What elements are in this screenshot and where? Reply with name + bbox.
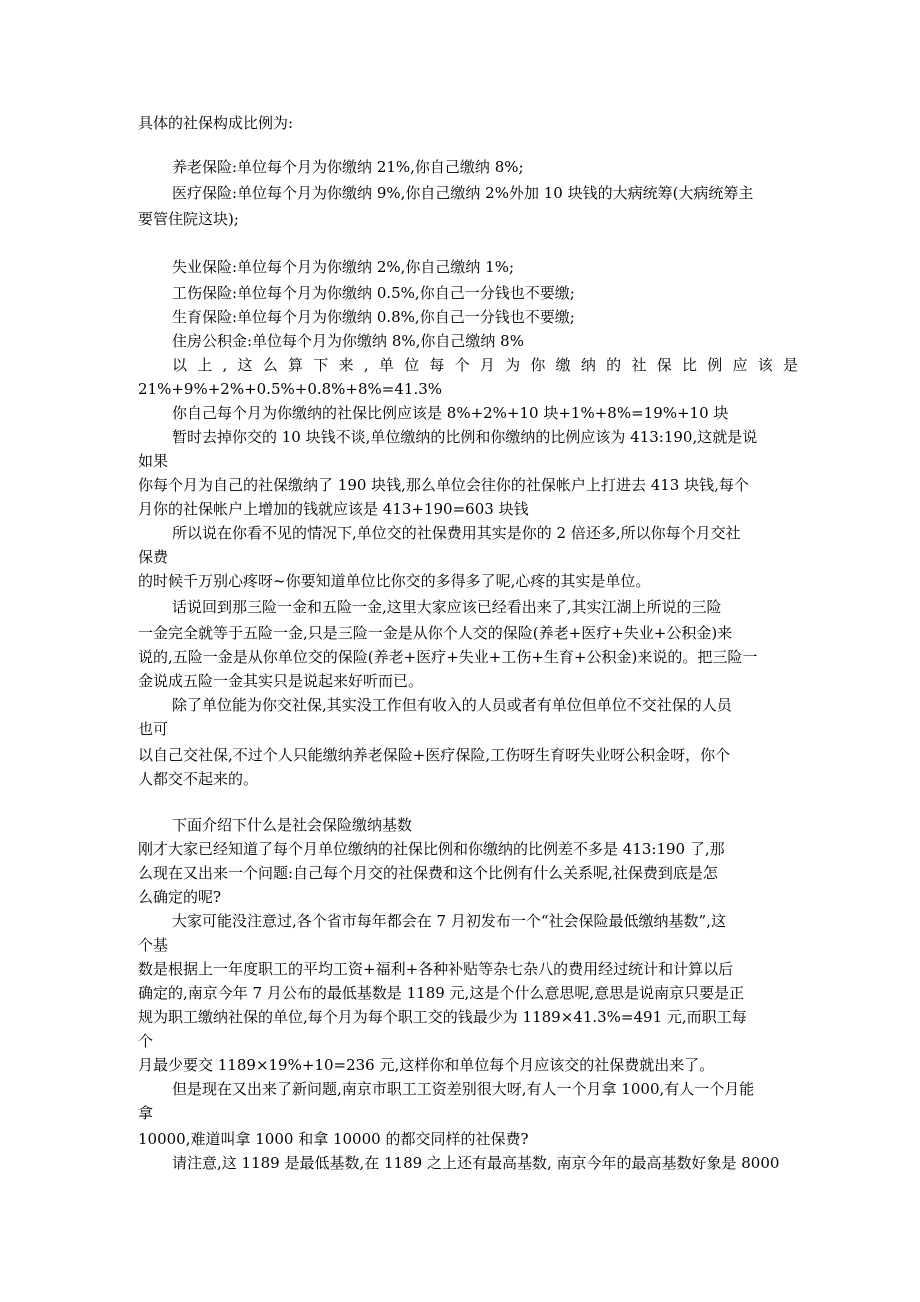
- min-base-line-3: 数是根据上一年度职工的平均工资+福利+各种补贴等杂七杂八的费用经过统计和计算以后: [138, 960, 734, 978]
- self-pay-line-2: 也可: [138, 720, 169, 738]
- maternity-line: 生育保险:单位每个月为你缴纳 0.8%,你自己一分钱也不要缴;: [172, 308, 575, 326]
- salary-gap-line: 但是现在又出来了新问题,南京市职工工资差别很大呀,有人一个月拿 1000,有人一个月能: [172, 1080, 755, 1098]
- base-line-3: 么确定的呢?: [138, 888, 222, 906]
- double-line: 所以说在你看不见的情况下,单位交的社保费用其实是你的 2 倍还多,所以你每个月交社: [172, 524, 741, 542]
- double-line-cont: 保费: [138, 548, 169, 566]
- unemployment-line: 失业保险:单位每个月为你缴纳 2%,你自己缴纳 1%;: [172, 258, 515, 276]
- self-pay-line: 除了单位能为你交社保,其实没工作但有收入的人员或者有单位但单位不交社保的人员: [172, 696, 732, 714]
- double-line-end: 的时候千万别心疼呀~你要知道单位比你交的多得多了呢,心疼的其实是单位。: [138, 572, 651, 590]
- salary-gap-line-2: 拿: [138, 1104, 154, 1122]
- three-five-line-4: 金说成五险一金其实只是说起来好听而已。: [138, 672, 424, 690]
- ratio-line-cont: 如果: [138, 452, 169, 470]
- min-base-line-4: 确定的,南京今年 7 月公布的最低基数是 1189 元,这是个什么意思呢,意思是说南京只要是正: [138, 984, 745, 1002]
- three-five-line-3: 说的,五险一金是从你单位交的保险(养老+医疗+失业+工伤+生育+公积金)来说的。把三险一: [138, 648, 758, 666]
- intro-line: 具体的社保构成比例为:: [138, 114, 294, 132]
- pension-line: 养老保险:单位每个月为你缴纳 21%,你自己缴纳 8%;: [172, 158, 524, 176]
- base-line-1: 刚才大家已经知道了每个月单位缴纳的社保比例和你缴纳的比例差不多是 413:190 了,那: [138, 840, 725, 858]
- example-line: 你每个月为自己的社保缴纳了 190 块钱,那么单位会往你的社保帐户上打进去 413 块钱,每个: [138, 476, 749, 494]
- section-heading: 下面介绍下什么是社会保险缴纳基数: [172, 816, 413, 834]
- three-five-line: 话说回到那三险一金和五险一金,这里大家应该已经看出来了,其实江湖上所说的三险: [172, 598, 722, 616]
- min-base-line-2: 个基: [138, 936, 169, 954]
- injury-line: 工伤保险:单位每个月为你缴纳 0.5%,你自己一分钱也不要缴;: [172, 284, 575, 302]
- self-pay-line-3: 以自己交社保,不过个人只能缴纳养老保险+医疗保险,工伤呀生育呀失业呀公积金呀，你个: [138, 746, 731, 764]
- salary-gap-line-3: 10000,难道叫拿 1000 和拿 10000 的都交同样的社保费?: [138, 1130, 529, 1148]
- summary-formula: 21%+9%+2%+0.5%+0.8%+8%=41.3%: [138, 380, 443, 398]
- base-line-2: 么现在又出来一个问题:自己每个月交的社保费和这个比例有什么关系呢,社保费到底是怎: [138, 864, 718, 882]
- three-five-line-2: 一金完全就等于五险一金,只是三险一金是从你个人交的保险(养老+医疗+失业+公积金)来: [138, 624, 733, 642]
- ratio-line: 暂时去掉你交的 10 块钱不谈,单位缴纳的比例和你缴纳的比例应该为 413:190,这就是说: [172, 428, 758, 446]
- self-pay-line-4: 人都交不起来的。: [138, 770, 259, 788]
- medical-line: 医疗保险:单位每个月为你缴纳 9%,你自己缴纳 2%外加 10 块钱的大病统筹(大病统筹主: [172, 184, 754, 202]
- summary-line: 以上,这么算下来,单位每个月为你缴纳的社保比例应该是: [172, 356, 798, 374]
- medical-line-cont: 要管住院这块);: [138, 210, 239, 228]
- max-base-line: 请注意,这 1189 是最低基数,在 1189 之上还有最高基数, 南京今年的最高基数好象是 8000: [172, 1154, 780, 1172]
- example-line-cont: 月你的社保帐户上增加的钱就应该是 413+190=603 块钱: [138, 500, 529, 518]
- min-base-line: 大家可能没注意过,各个省市每年都会在 7 月初发布一个“社会保险最低缴纳基数”,这: [172, 912, 726, 930]
- housing-fund-line: 住房公积金:单位每个月为你缴纳 8%,你自己缴纳 8%: [172, 332, 524, 350]
- personal-ratio-line: 你自己每个月为你缴纳的社保比例应该是 8%+2%+10 块+1%+8%=19%+10 块: [172, 404, 729, 422]
- min-base-line-5: 规为职工缴纳社保的单位,每个月为每个职工交的钱最少为 1189×41.3%=491 元,而职工每: [138, 1008, 747, 1026]
- min-base-line-7: 月最少要交 1189×19%+10=236 元,这样你和单位每个月应该交的社保费就出来了。: [138, 1056, 715, 1074]
- min-base-line-6: 个: [138, 1032, 154, 1050]
